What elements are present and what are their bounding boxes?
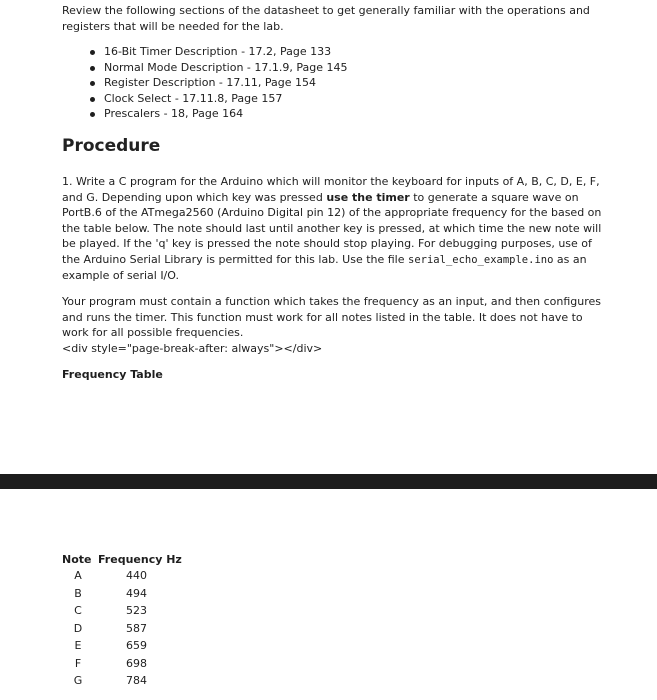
frequency-cell: 523	[126, 604, 147, 618]
table-row	[62, 620, 182, 638]
procedure-step-2	[62, 294, 602, 356]
note-cell: C	[74, 604, 82, 618]
frequency-cell: 440	[126, 569, 147, 583]
table-row	[62, 637, 182, 655]
raw-html-text: <div style="page-break-after: always"></div>	[62, 341, 323, 355]
frequency-cell: 659	[126, 639, 147, 653]
list-item: Clock Select - 17.11.8, Page 157	[88, 91, 347, 107]
step1-text-a: 1. Write a C program for the Arduino which will monitor the keyboard for inputs of A, B, C, D, E, F, and G. Depending upon which key was pressed	[62, 175, 600, 204]
frequency-cell: 784	[126, 674, 147, 688]
example-filename: serial_echo_example.ino	[408, 253, 554, 266]
note-cell: A	[74, 569, 82, 583]
frequency-column-header: Frequency Hz	[98, 552, 182, 566]
note-cell: F	[74, 656, 82, 670]
list-item: 16-Bit Timer Description - 17.2, Page 133	[88, 44, 347, 60]
table-header-row	[62, 551, 182, 567]
table-row	[62, 602, 182, 620]
datasheet-sections-list	[88, 44, 347, 122]
list-item: Register Description - 17.11, Page 154	[88, 75, 347, 91]
step1-text-b: to generate a square wave on PortB.6 of the ATmega2560 (Arduino Digital pin 12) of the appropriate frequency for the based on the table below. The note should last until another key is pressed, at which time the new note will be played. If the 'q' key is pressed the note should stop playing. For debugging purposes, use of the Arduino Serial Library is permitted for this lab. Use the file	[62, 190, 602, 266]
step1-text-c: as an example of serial I/O.	[62, 252, 587, 282]
step2-text: Your program must contain a function which takes the frequency as an input, and then configures and runs the timer. This function must work for all notes listed in the table. It does not have to work for all possible frequencies.	[62, 295, 602, 339]
frequency-cell: 587	[126, 621, 147, 635]
table-row	[62, 672, 182, 690]
page-break-band	[0, 474, 657, 489]
step1-bold-text: use the timer	[326, 190, 410, 204]
frequency-table	[62, 551, 182, 690]
table-row	[62, 655, 182, 673]
procedure-step-1	[62, 174, 602, 284]
list-item: Prescalers - 18, Page 164	[88, 106, 347, 122]
frequency-cell: 698	[126, 656, 147, 670]
frequency-table-heading: Frequency Table	[62, 368, 163, 381]
note-cell: D	[73, 621, 83, 635]
procedure-heading: Procedure	[62, 136, 161, 156]
table-row	[62, 567, 182, 585]
note-cell: E	[74, 639, 82, 653]
note-cell: G	[73, 674, 83, 688]
note-cell: B	[74, 586, 82, 600]
list-item: Normal Mode Description - 17.1.9, Page 145	[88, 60, 347, 76]
note-column-header: Note	[62, 552, 92, 566]
intro-paragraph: Review the following sections of the datasheet to get generally familiar with the operations and registers that will be needed for the lab.	[62, 4, 590, 33]
table-row	[62, 585, 182, 603]
frequency-cell: 494	[126, 586, 147, 600]
